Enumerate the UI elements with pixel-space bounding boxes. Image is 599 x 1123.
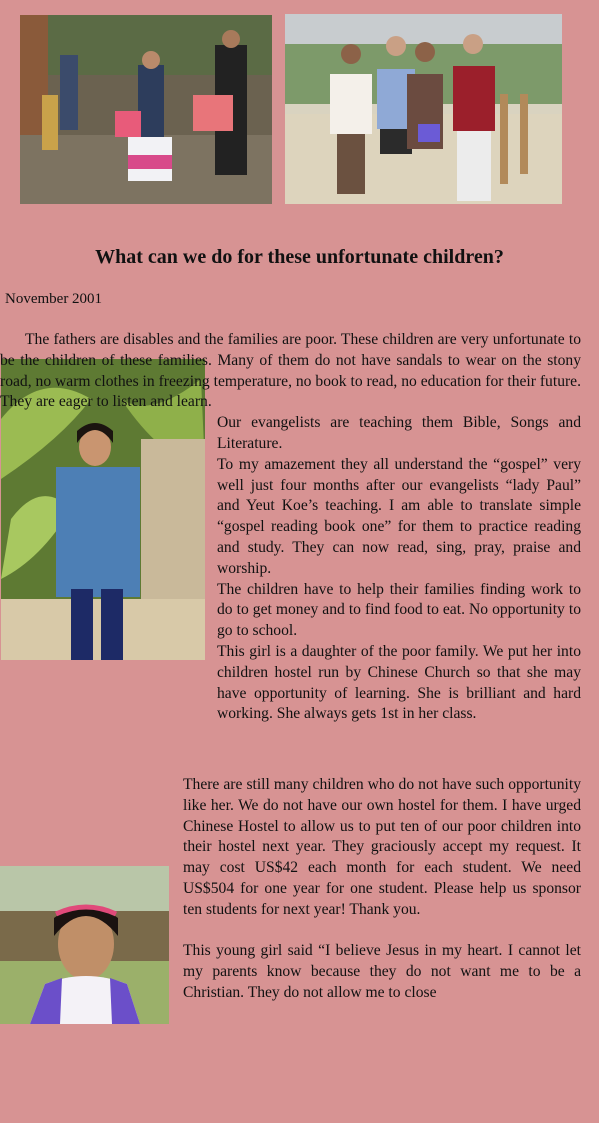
article-body-bottom (0, 775, 581, 1123)
article-date: November 2001 (5, 291, 103, 307)
paragraph-sponsor: There are still many children who do not have such opportunity like her. We do not have our own hostel for them. I have urged Chinese Hostel to allow us to put ten of our poor children into their hostel next year. They graciously accept my request. It may cost US$42 each month for each student. We need US$504 for one year for one student. Please help us sponsor ten students for next year! Thank you. (183, 776, 581, 918)
paragraph-young-girl: This young girl said “I believe Jesus in my heart. I cannot let my parents know because they do not want me to be a Christian. They do not allow me to close (183, 942, 581, 1001)
article-body-top (0, 330, 581, 746)
paragraph-intro (0, 330, 581, 413)
paragraph-gospel: To my amazement they all understand the “gospel” very well just four months after our evangelists “lady Paul” and Yeut Koe’s teaching. I am able to translate simple “gospel reading book one” for them to practice reading and study. They can now read, sing, pray, praise and worship. (217, 455, 581, 577)
paragraph-work: The children have to help their families finding work to do to get money and to find food to eat. No opportunity to go to school. (217, 580, 581, 640)
paragraph-teaching: Our evangelists are teaching them Bible, Songs and Literature. (217, 414, 581, 452)
paragraph-hostel-girl: This girl is a daughter of the poor family. We put her into children hostel run by Chinese Church so that she may have opportunity of learning. She is brilliant and hard working. She always gets 1st in her class. (217, 642, 581, 723)
photo-four-people (285, 14, 562, 204)
article-title: What can we do for these unfortunate children? (95, 246, 504, 268)
paragraph-1-text: The fathers are disables and the families are poor. These children are very unfortunate to be the children of these families. Many of them do not have sandals to wear on the stony road, no warm clothes in freezing temperature, no book to read, no education for their future. They are eager to listen and learn. (0, 331, 581, 411)
photo-group-with-gifts (20, 15, 272, 204)
